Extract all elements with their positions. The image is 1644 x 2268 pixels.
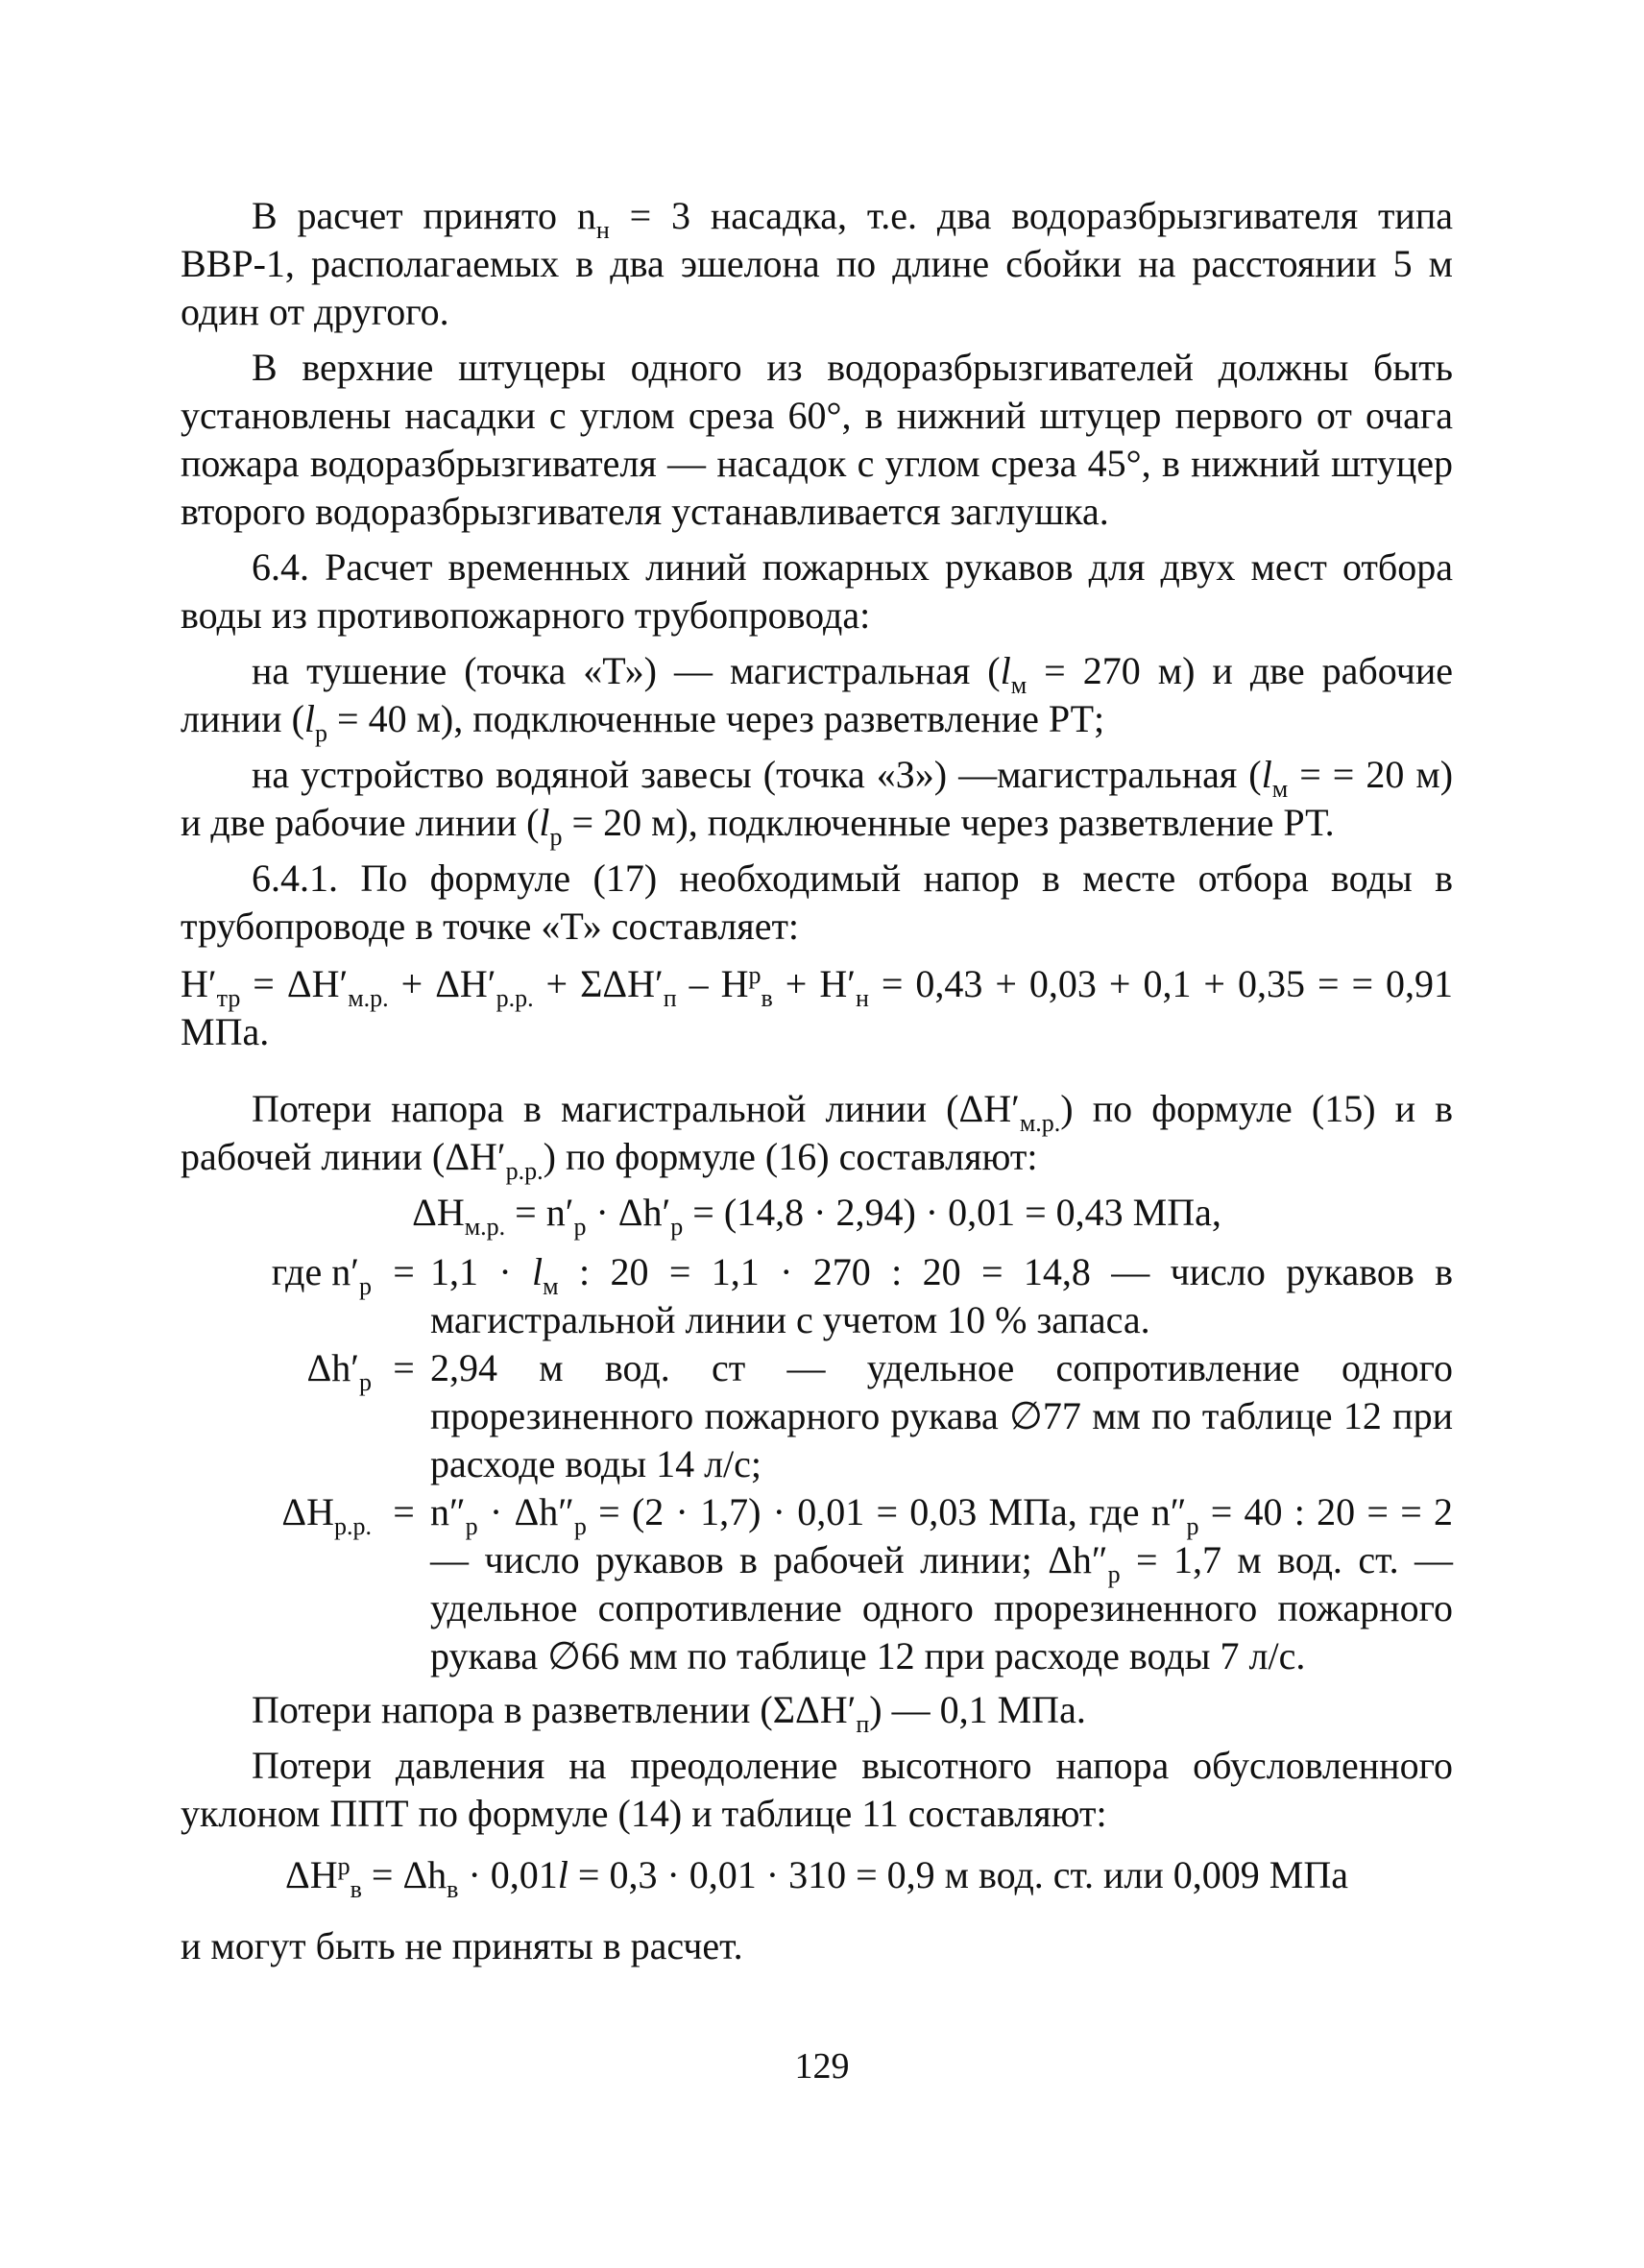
text: · Δh′ (586, 1191, 671, 1234)
text: = (14,8 · 2,94) · 0,01 = 0,43 МПа, (683, 1191, 1221, 1234)
subscript: м.р. (464, 1213, 506, 1241)
subscript: м.р. (348, 984, 389, 1012)
paragraph-section-6-4-1: 6.4.1. По формуле (17) необходимый напор в месте отбора воды в трубопроводе в точке «Т» составляет: (181, 857, 1453, 948)
subscript: р (1186, 1512, 1199, 1540)
text: ΔH (281, 1490, 334, 1533)
subscript: р (359, 1272, 372, 1300)
subscript: м (1271, 775, 1289, 803)
page-number: 129 (794, 2046, 850, 2087)
symbol: l (303, 697, 316, 740)
equals-sign: = (393, 1346, 415, 1389)
where-definition: 2,94 м вод. ст — удельное сопротивление одного прорезиненного пожарного рукава ∅77 мм по таблице 12 при расходе воды 14 л/с; (430, 1346, 1453, 1485)
subscript: н (855, 984, 869, 1012)
text: где n′ (271, 1250, 359, 1293)
text: H′ (181, 962, 217, 1005)
subscript: р (670, 1213, 684, 1241)
text: + ΔH′ (388, 962, 496, 1005)
text: В расчет принято n (252, 194, 596, 237)
text: ΔH (412, 1191, 465, 1234)
subscript: р (549, 823, 563, 851)
subscript: п (856, 1710, 870, 1738)
page-body (181, 192, 1453, 1978)
equals-sign: = (393, 1490, 415, 1533)
paragraph-fittings: В верхние штуцеры одного из водоразбрызгивателей должны быть установлены насадки с углом среза 60°, в нижний штуцер первого от очага пожара водоразбрызгивателя — насадок с углом среза 45°, в нижний штуцер второго водоразбрызгивателя устанавливается заглушка. (181, 346, 1453, 533)
text: = 0,3 · 0,01 · 310 = 0,9 м вод. ст. или 0,009 МПа (568, 1853, 1348, 1896)
formula-required-head (181, 960, 1453, 1056)
formula-elevation-loss (181, 1851, 1453, 1903)
text: = 3 насадка, т.е. два водоразбрызгивателя типа ВВР-1, располагаемых в два эшелона по длине сбойки на расстоянии 5 м один от другого. (181, 194, 1453, 333)
text: · 0,01 (458, 1853, 558, 1896)
where-definition (430, 1488, 1453, 1680)
formula-main-line-loss (181, 1189, 1453, 1241)
subscript: в (350, 1875, 362, 1903)
text: n″ (430, 1490, 466, 1533)
subscript: р (315, 719, 328, 747)
paragraph-branch-loss (181, 1686, 1453, 1738)
subscript: р (1107, 1560, 1121, 1588)
paragraph-elevation-loss: Потери давления на преодоление высотного напора обусловленного уклоном ППТ по формуле (14) и таблице 11 составляют: (181, 1744, 1453, 1835)
where-block (181, 1248, 1453, 1680)
subscript: п (663, 984, 677, 1012)
symbol: l (1000, 649, 1011, 692)
text: = 40 м), подключенные через разветвление РТ; (327, 697, 1105, 740)
text: 1,1 · (430, 1250, 533, 1293)
text: = 0,43 + 0,03 + 0,1 + 0,35 = = 0,91 МПа. (181, 962, 1454, 1053)
text: = 40 : 20 = = 2 — число рукавов в рабочей линии; Δh″ (430, 1490, 1454, 1581)
subscript: н (595, 216, 610, 244)
equals-sign: = (393, 1250, 415, 1293)
subscript: р.р. (505, 1157, 544, 1185)
subscript: м (543, 1272, 559, 1300)
where-term (181, 1488, 377, 1680)
subscript: м.р. (1019, 1109, 1061, 1137)
symbol: l (539, 801, 550, 844)
symbol: l (1261, 753, 1272, 796)
subscript: в (761, 984, 773, 1012)
text: на устройство водяной завесы (точка «З») —магистральная ( (252, 753, 1262, 796)
subscript: тр (216, 984, 241, 1012)
superscript: р (748, 961, 762, 989)
symbol: l (557, 1853, 568, 1896)
where-definition (430, 1248, 1453, 1344)
paragraph-water-curtain (181, 751, 1454, 851)
subscript: р.р. (334, 1512, 372, 1540)
text: = 270 м) и две рабочие линии ( (181, 649, 1454, 740)
where-term (181, 1344, 377, 1488)
text: = = 20 м) и две рабочие линии ( (181, 753, 1454, 844)
text: + H′ (772, 962, 856, 1005)
text: = (2 · 1,7) · 0,01 = 0,03 МПа, где n″ (586, 1490, 1187, 1533)
text: = 1,7 м вод. ст. — удельное сопротивление одного прорезиненного пожарного рукава ∅66 мм по таблице 12 при расходе воды 7 л/с. (430, 1538, 1453, 1677)
subscript: р (573, 1213, 587, 1241)
subscript: м (1010, 671, 1028, 699)
symbol: l (532, 1250, 544, 1293)
text: ΔH (285, 1853, 338, 1896)
text: = n′ (505, 1191, 574, 1234)
text: на тушение (точка «Т») — магистральная ( (252, 649, 1001, 692)
subscript: р (359, 1368, 372, 1396)
paragraph-nozzles (181, 192, 1453, 336)
paragraph-head-losses (181, 1085, 1453, 1185)
text: = ΔH′ (240, 962, 349, 1005)
text: ) по формуле (16) составляют: (543, 1135, 1038, 1178)
text: : 20 = 1,1 · 270 : 20 = 14,8 — число рукавов в магистральной линии с учетом 10 % запаса. (430, 1250, 1453, 1341)
paragraph-extinguishing (181, 647, 1454, 747)
text: Потери напора в разветвлении (ΣΔH′ (252, 1688, 857, 1731)
text: + ΣΔH′ (533, 962, 664, 1005)
subscript: в (447, 1875, 459, 1903)
where-term (181, 1248, 377, 1344)
text: ) — 0,1 МПа. (869, 1688, 1086, 1731)
subscript: р (465, 1512, 478, 1540)
text: = 20 м), подключенные через разветвление РТ. (562, 801, 1335, 844)
text: ) по формуле (15) и в рабочей линии (ΔH′ (181, 1087, 1453, 1178)
text: Потери напора в магистральной линии (ΔH′ (252, 1087, 1020, 1130)
text: – H (676, 962, 749, 1005)
superscript: р (337, 1852, 351, 1880)
subscript: р (573, 1512, 587, 1540)
subscript: р.р. (496, 984, 534, 1012)
text: · Δh″ (477, 1490, 574, 1533)
text: = Δh (361, 1853, 447, 1896)
paragraph-section-6-4: 6.4. Расчет временных линий пожарных рукавов для двух мест отбора воды из противопожарного трубопровода: (181, 545, 1453, 637)
paragraph-conclusion: и могут быть не приняты в расчет. (181, 1924, 743, 1967)
text: Δh′ (306, 1346, 359, 1389)
